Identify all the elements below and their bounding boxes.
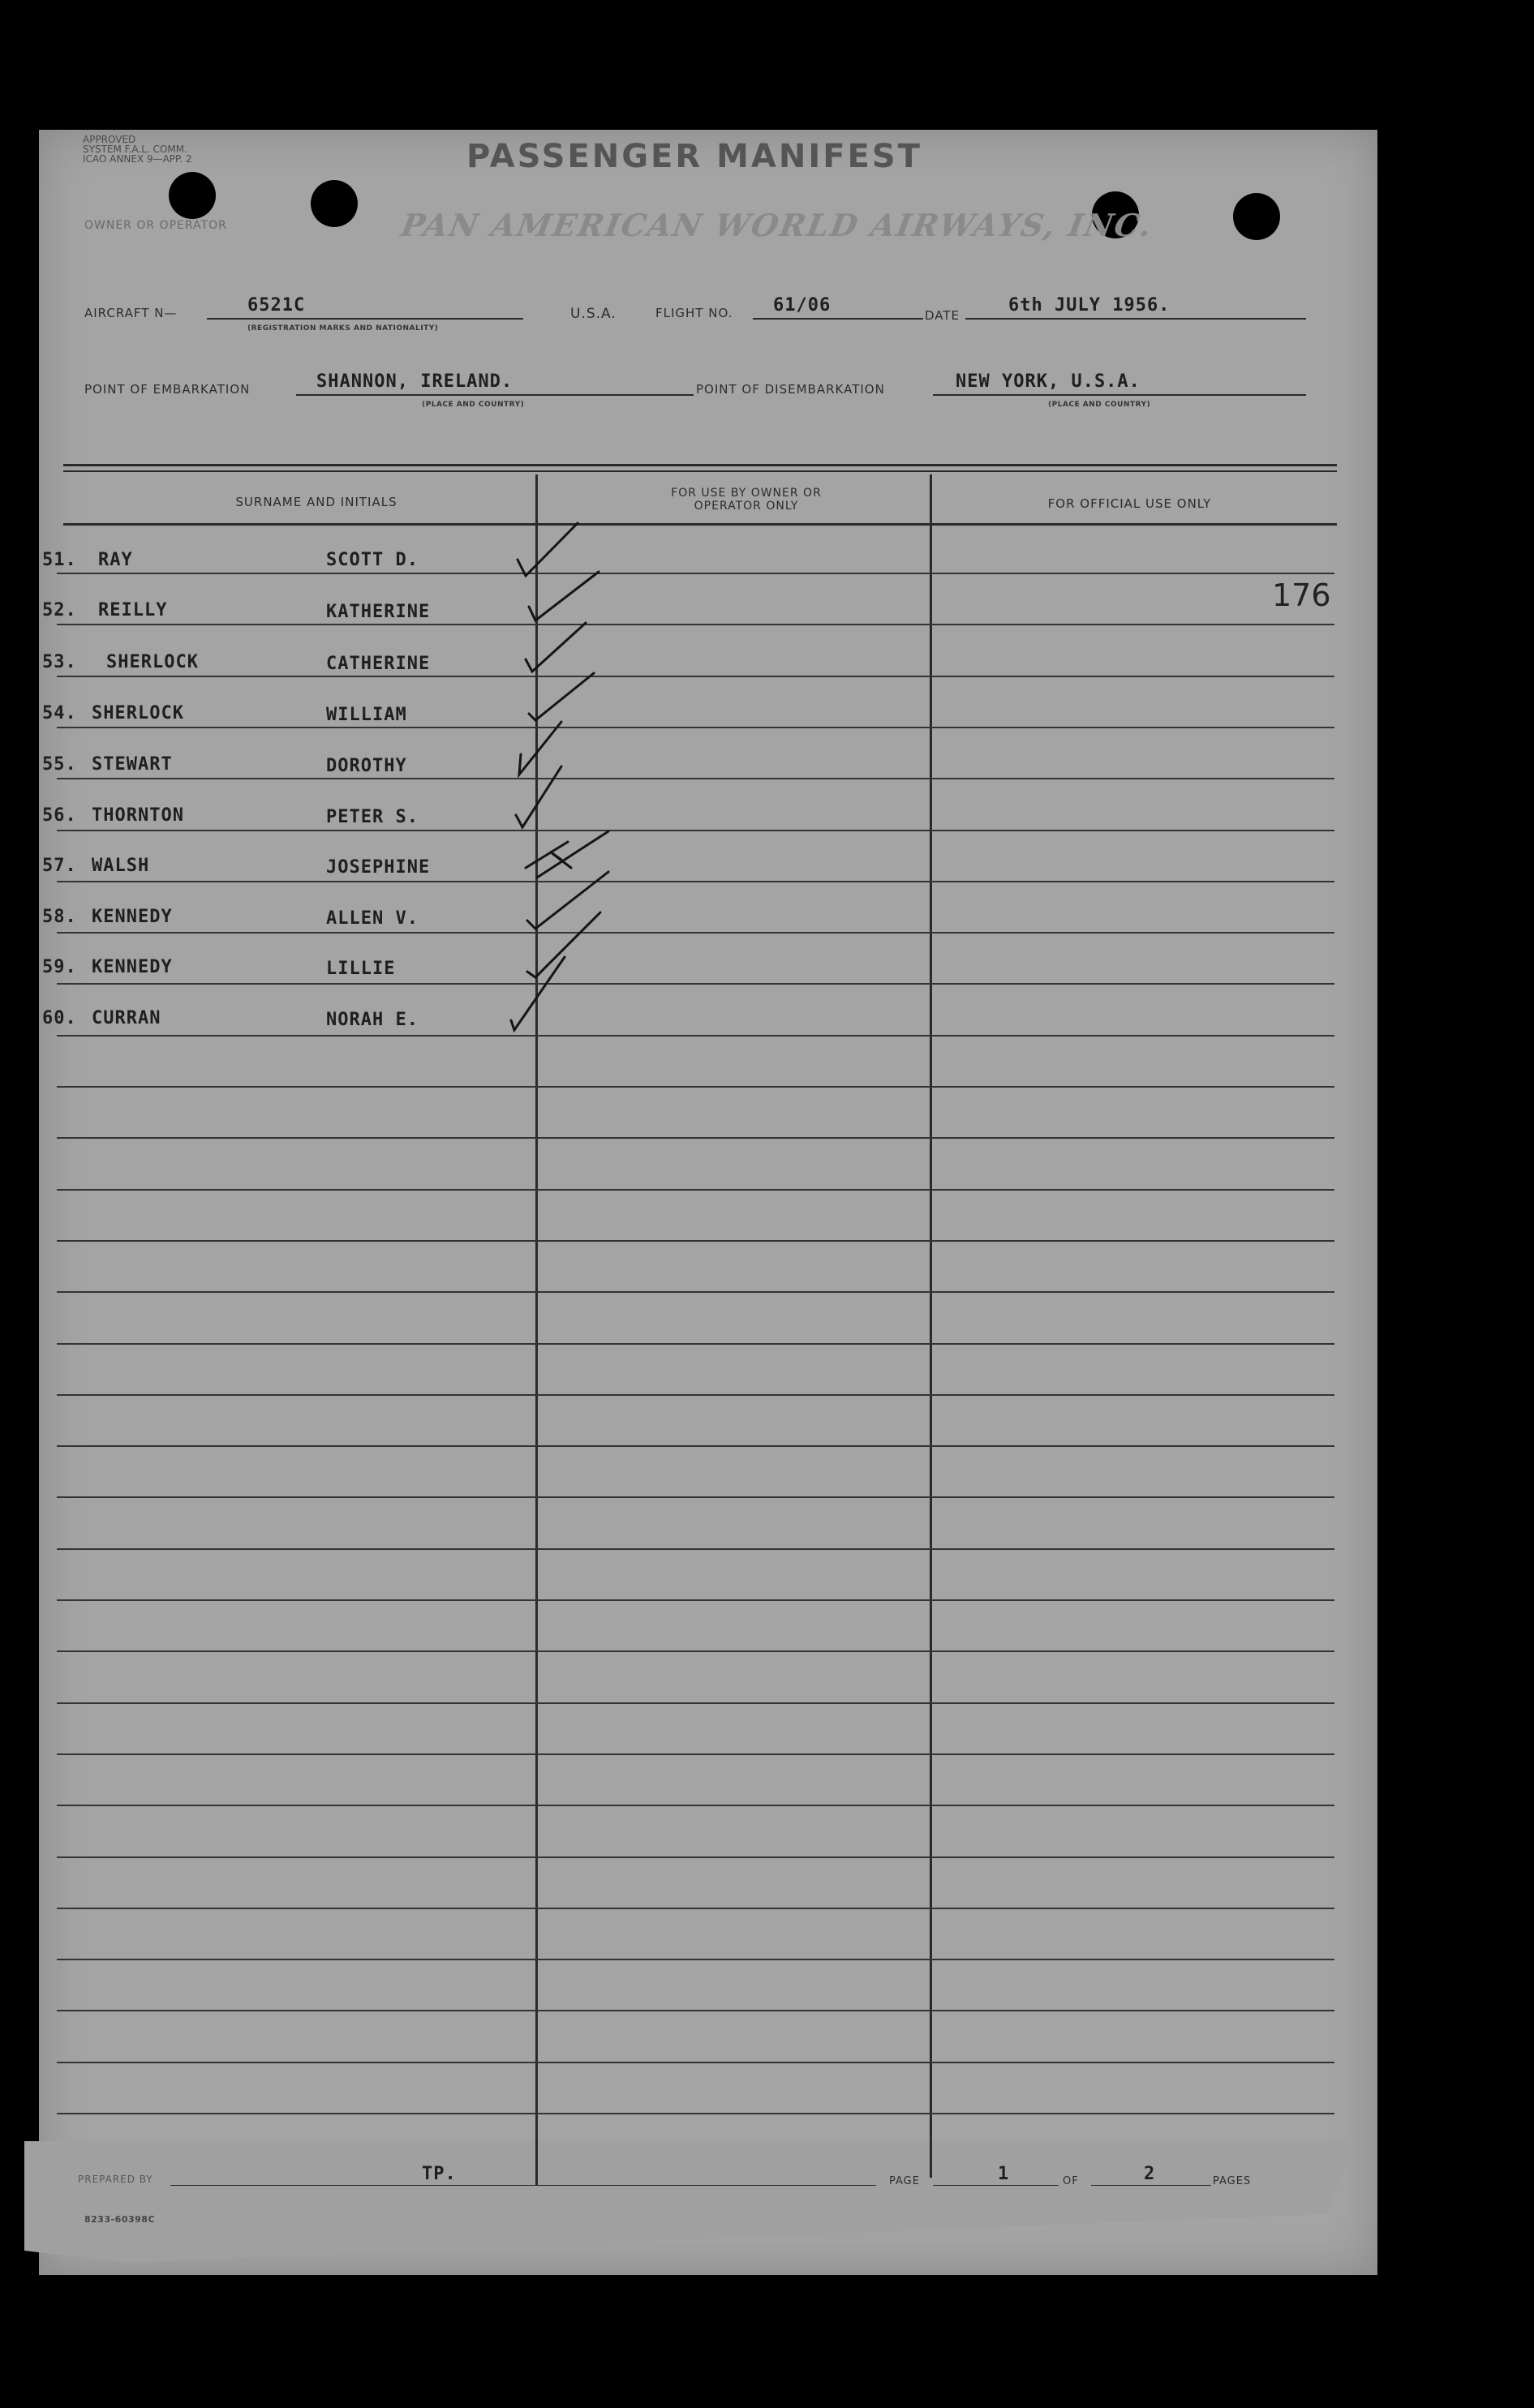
place-caption: (PLACE AND COUNTRY): [422, 401, 525, 409]
passenger-row: [42, 754, 173, 775]
page-title: PASSENGER MANIFEST: [466, 138, 922, 175]
header-double-rule: [63, 470, 1337, 472]
row-rule: [57, 676, 1334, 677]
row-number: 55.: [42, 754, 77, 775]
page-line: [933, 2185, 1059, 2186]
punch-hole-icon: [1233, 193, 1280, 240]
check-mark-icon: [527, 912, 600, 977]
passenger-row: [42, 856, 149, 876]
owner-column-header: [617, 487, 876, 513]
embarkation-line: [296, 394, 694, 396]
header-bottom-rule: [63, 523, 1337, 526]
row-rule: [57, 1753, 1334, 1755]
date-label: DATE: [925, 308, 960, 323]
row-number: 56.: [42, 805, 77, 826]
pages-label: PAGES: [1213, 2175, 1252, 2187]
page-label: PAGE: [889, 2175, 920, 2187]
given-names: LILLIE: [326, 959, 396, 979]
owner-label: OWNER OR OPERATOR: [84, 219, 227, 232]
row-number: 57.: [42, 856, 77, 876]
row-rule: [57, 1343, 1334, 1345]
row-number: 60.: [42, 1008, 77, 1028]
row-rule: [57, 1496, 1334, 1498]
row-number: 58.: [42, 907, 77, 927]
row-rule: [57, 624, 1334, 625]
approval-line: APPROVED: [83, 134, 136, 145]
row-rule: [57, 1548, 1334, 1550]
row-rule: [57, 1394, 1334, 1396]
row-rule: [57, 778, 1334, 779]
row-number: 52.: [42, 600, 77, 620]
row-rule: [57, 1445, 1334, 1447]
punch-hole-icon: [311, 180, 358, 227]
passenger-row: [42, 652, 199, 672]
flight-label: FLIGHT NO.: [655, 306, 733, 320]
prepared-label: PREPARED BY: [78, 2174, 153, 2185]
approval-note: [83, 135, 192, 164]
check-mark-icon: [529, 673, 594, 720]
given-names: DOROTHY: [326, 756, 407, 776]
row-rule: [57, 573, 1334, 574]
stamp-number: 176: [1272, 577, 1331, 613]
flight-value: 61/06: [773, 295, 831, 315]
date-line: [965, 318, 1306, 320]
row-rule: [57, 727, 1334, 728]
row-rule: [57, 983, 1334, 985]
surname: RAY: [98, 550, 133, 570]
check-mark-icon: [518, 523, 578, 576]
given-names: SCOTT D.: [326, 550, 419, 570]
passenger-row: [42, 805, 184, 826]
pages-value: 2: [1144, 2164, 1156, 2184]
row-rule: [57, 1702, 1334, 1704]
surname: SHERLOCK: [92, 703, 184, 723]
given-names: ALLEN V.: [326, 908, 419, 929]
row-rule: [57, 1086, 1334, 1088]
row-number: 51.: [42, 550, 77, 570]
given-names: NORAH E.: [326, 1010, 419, 1030]
approval-line: ICAO ANNEX 9—APP. 2: [83, 153, 192, 165]
surname: REILLY: [98, 600, 168, 620]
row-rule: [57, 2010, 1334, 2011]
surname: CURRAN: [92, 1008, 161, 1028]
row-rule: [57, 2062, 1334, 2063]
owner-column-header-text: FOR USE BY OWNER OR OPERATOR ONLY: [671, 487, 822, 513]
disembarkation-label: POINT OF DISEMBARKATION: [696, 382, 885, 397]
row-number: 54.: [42, 703, 77, 723]
passenger-row: [42, 1008, 161, 1028]
row-number: 53.: [42, 652, 77, 672]
disembarkation-value: NEW YORK, U.S.A.: [956, 371, 1141, 392]
embarkation-label: POINT OF EMBARKATION: [84, 382, 251, 397]
check-mark-icon: [516, 766, 561, 827]
check-mark-icon: [526, 623, 586, 672]
surname: KENNEDY: [92, 957, 173, 977]
aircraft-label: AIRCRAFT N—: [84, 306, 178, 320]
place-caption: (PLACE AND COUNTRY): [1048, 401, 1151, 409]
row-rule: [57, 2113, 1334, 2114]
row-rule: [57, 1908, 1334, 1909]
date-value: 6th JULY 1956.: [1008, 295, 1171, 315]
row-rule: [57, 830, 1334, 831]
check-mark-icon: [519, 722, 561, 775]
approval-line: SYSTEM F.A.L. COMM.: [83, 144, 187, 155]
registration-caption: (REGISTRATION MARKS AND NATIONALITY): [247, 324, 439, 333]
passenger-row: [42, 957, 173, 977]
usa-label: U.S.A.: [570, 306, 617, 322]
punch-hole-icon: [169, 172, 216, 219]
row-rule: [57, 932, 1334, 934]
passenger-row: [42, 907, 173, 927]
row-rule: [57, 1959, 1334, 1960]
given-names: CATHERINE: [326, 654, 431, 674]
passenger-row: [42, 600, 167, 620]
manifest-sheet: [39, 130, 1377, 2275]
check-mark-icon: [526, 831, 608, 878]
aircraft-line: [207, 318, 523, 320]
row-rule: [57, 1137, 1334, 1139]
row-rule: [57, 1599, 1334, 1601]
surname: THORNTON: [92, 805, 184, 826]
operator-name: PAN AMERICAN WORLD AIRWAYS, INC.: [398, 207, 1156, 243]
given-names: JOSEPHINE: [326, 857, 431, 878]
column-divider: [930, 474, 932, 2178]
check-mark-icon: [511, 957, 565, 1030]
of-label: OF: [1063, 2175, 1079, 2187]
given-names: PETER S.: [326, 807, 419, 827]
surname: SHERLOCK: [106, 652, 199, 672]
row-number: 59.: [42, 957, 77, 977]
surname: KENNEDY: [92, 907, 173, 927]
passenger-row: [42, 703, 184, 723]
row-rule: [57, 1189, 1334, 1191]
header-double-rule: [63, 464, 1337, 466]
row-rule: [57, 1856, 1334, 1858]
official-column-header: FOR OFFICIAL USE ONLY: [1047, 496, 1212, 511]
aircraft-value: 6521C: [247, 295, 306, 315]
prepared-line: [170, 2185, 876, 2186]
check-mark-icon: [529, 572, 599, 620]
check-mark-icon: [527, 872, 608, 929]
surname: WALSH: [92, 856, 150, 876]
prepared-value: TP.: [422, 2164, 457, 2184]
row-rule: [57, 1291, 1334, 1293]
form-number: 8233-60398C: [84, 2214, 156, 2225]
row-rule: [57, 1035, 1334, 1037]
page-value: 1: [998, 2164, 1010, 2184]
row-rule: [57, 881, 1334, 882]
passenger-row: [42, 550, 133, 570]
given-names: KATHERINE: [326, 602, 431, 622]
flight-line: [753, 318, 923, 320]
given-names: WILLIAM: [326, 705, 407, 725]
row-rule: [57, 1240, 1334, 1242]
surname-column-header: SURNAME AND INITIALS: [235, 495, 397, 509]
surname: STEWART: [92, 754, 173, 775]
disembarkation-line: [933, 394, 1306, 396]
pages-line: [1091, 2185, 1211, 2186]
embarkation-value: SHANNON, IRELAND.: [316, 371, 513, 392]
row-rule: [57, 1650, 1334, 1652]
row-rule: [57, 1805, 1334, 1806]
check-marks: [487, 511, 649, 1046]
